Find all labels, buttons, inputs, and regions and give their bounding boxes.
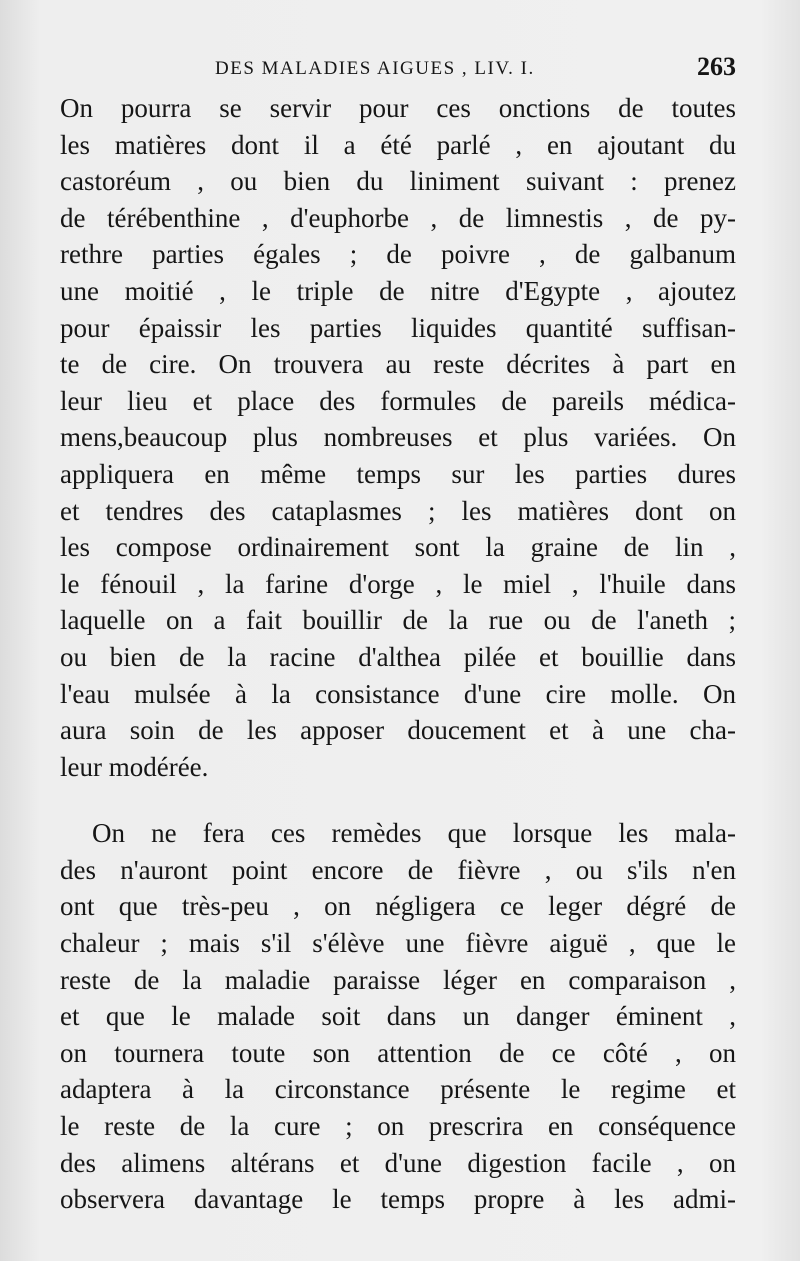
paragraph-gap [60,785,736,815]
text-line: castoréum , ou bien du liniment suivant : prenez [60,166,736,197]
text-line: aura soin de les apposer doucement et à une cha- [60,715,736,746]
text-line: le reste de la cure ; on prescrira en conséquence [60,1111,736,1142]
page-number: 263 [697,52,736,81]
text-line: chaleur ; mais s'il s'élève une fièvre aiguë , que le [60,928,736,959]
text-line: et que le malade soit dans un danger éminent , [60,1001,736,1032]
text-line: une moitié , le triple de nitre d'Egypte , ajoutez [60,275,736,306]
body-text [60,90,736,1218]
text-line: mens,beaucoup plus nombreuses et plus variées. On [60,422,736,453]
text-line: les compose ordinairement sont la graine de lin , [60,532,736,563]
text-line: On ne fera ces remèdes que lorsque les mala- [92,818,736,849]
text-line: des alimens altérans et d'une digestion facile , on [60,1147,736,1178]
text-line: des n'auront point encore de fièvre , ou s'ils n'en [60,854,736,885]
text-line: leur lieu et place des formules de pareils médica- [60,385,736,416]
text-line: de térébenthine , d'euphorbe , de limnestis , de py- [60,202,736,233]
text-line: laquelle on a fait bouillir de la rue ou de l'aneth ; [60,605,736,636]
text-line: appliquera en même temps sur les parties dures [60,458,736,489]
text-line: observera davantage le temps propre à les admi- [60,1184,736,1215]
text-line: l'eau mulsée à la consistance d'une cire molle. On [60,678,736,709]
text-line: leur modérée. [60,751,209,782]
text-line: rethre parties égales ; de poivre , de galbanum [60,239,736,270]
text-line: les matières dont il a été parlé , en ajoutant du [60,129,736,160]
text-line: le fénouil , la farine d'orge , le miel , l'huile dans [60,568,736,599]
text-line: on tournera toute son attention de ce côté , on [60,1037,736,1068]
text-line: adaptera à la circonstance présente le regime et [60,1074,736,1105]
text-line: ou bien de la racine d'althea pilée et bouillie dans [60,641,736,672]
text-line: te de cire. On trouvera au reste décrites à part en [60,349,736,380]
text-line: et tendres des cataplasmes ; les matières dont on [60,495,736,526]
running-title: DES MALADIES AIGUES , LIV. I. [215,58,535,79]
text-line: ont que très-peu , on négligera ce leger dégré de [60,891,736,922]
text-line: On pourra se servir pour ces onctions de toutes [60,93,736,123]
text-line: pour épaissir les parties liquides quantité suffisan- [60,312,736,343]
paragraph-2 [60,815,736,1218]
text-line: reste de la maladie paraisse léger en comparaison , [60,964,736,995]
running-head [60,52,736,86]
paragraph-1 [60,90,736,785]
